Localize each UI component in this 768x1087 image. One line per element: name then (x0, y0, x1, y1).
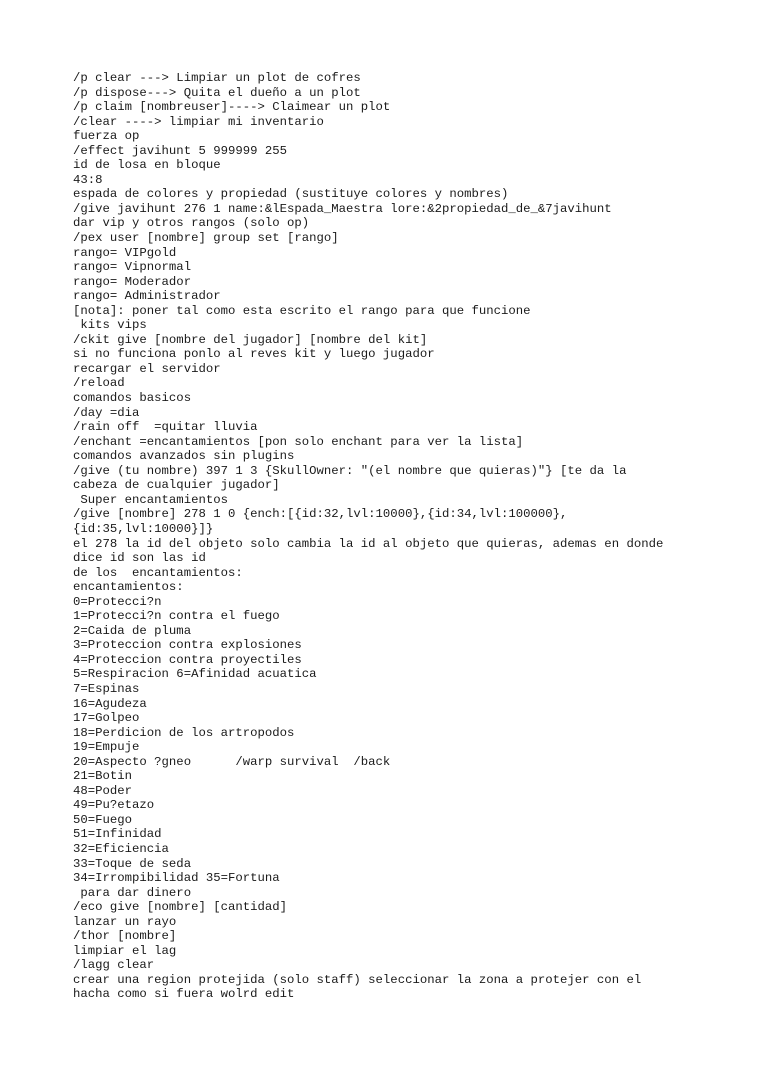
text-line: de los encantamientos: (73, 565, 243, 580)
text-line: /thor [nombre] (73, 929, 177, 944)
text-line: /ckit give [nombre del jugador] [nombre del kit] (73, 332, 428, 347)
text-line: espada de colores y propiedad (sustituye colores y nombres) (73, 187, 509, 202)
text-line: 19=Empuje (73, 740, 140, 755)
text-line: /give (tu nombre) 397 1 3 {SkullOwner: "(el nombre que quieras)"} [te da la (73, 463, 627, 478)
text-line: dice id son las id (73, 551, 206, 566)
text-line: id de losa en bloque (73, 158, 221, 173)
text-line: 51=Infinidad (73, 827, 162, 842)
text-line: cabeza de cualquier jugador] (73, 478, 280, 493)
text-line: 49=Pu?etazo (73, 798, 155, 813)
text-line: 48=Poder (73, 783, 133, 798)
text-line: 33=Toque de seda (73, 856, 192, 871)
text-line: hacha como si fuera wolrd edit (73, 987, 295, 1002)
text-line: 21=Botin (73, 769, 133, 784)
text-line: kits vips (73, 318, 147, 333)
text-line: /give [nombre] 278 1 0 {ench:[{id:32,lvl:10000},{id:34,lvl:100000}, (73, 507, 568, 522)
text-line: para dar dinero (73, 885, 192, 900)
text-line: [nota]: poner tal como esta escrito el rango para que funcione (73, 303, 531, 318)
text-line: /day =dia (73, 405, 140, 420)
text-line: encantamientos: (73, 580, 184, 595)
text-line: 43:8 (73, 172, 103, 187)
text-line: rango= Administrador (73, 289, 221, 304)
text-line: 4=Proteccion contra proyectiles (73, 652, 302, 667)
text-line: /reload (73, 376, 125, 391)
text-line: /effect javihunt 5 999999 255 (73, 143, 288, 158)
text-line: rango= VIPgold (73, 245, 177, 260)
text-line: 16=Agudeza (73, 696, 147, 711)
text-line: /give javihunt 276 1 name:&lEspada_Maestra lore:&2propiedad_de_&7javihunt (73, 201, 612, 216)
text-line: /p claim [nombreuser]----> Claimear un plot (73, 100, 391, 115)
text-line: /p clear ---> Limpiar un plot de cofres (73, 71, 361, 85)
text-line: 7=Espinas (73, 681, 140, 696)
text-line: 3=Proteccion contra explosiones (73, 638, 302, 653)
text-line: comandos avanzados sin plugins (73, 449, 295, 464)
text-line: el 278 la id del objeto solo cambia la id al objeto que quieras, ademas en donde (73, 536, 664, 551)
text-line: 1=Protecci?n contra el fuego (73, 609, 280, 624)
text-line: limpiar el lag (73, 943, 177, 958)
document-text (73, 71, 768, 1002)
text-line: lanzar un rayo (73, 914, 177, 929)
text-line: 5=Respiracion 6=Afinidad acuatica (73, 667, 317, 682)
text-line: fuerza op (73, 129, 140, 144)
text-line: /enchant =encantamientos [pon solo enchant para ver la lista] (73, 434, 524, 449)
text-line: dar vip y otros rangos (solo op) (73, 216, 310, 231)
text-line: 18=Perdicion de los artropodos (73, 725, 295, 740)
text-line: /p dispose---> Quita el dueño a un plot (73, 85, 361, 100)
text-line: /clear ----> limpiar mi inventario (73, 114, 324, 129)
text-line: /pex user [nombre] group set [rango] (73, 231, 339, 246)
text-line: {id:35,lvl:10000}]} (73, 521, 214, 536)
text-line: 50=Fuego (73, 812, 133, 827)
text-line: /lagg clear (73, 958, 155, 973)
text-line: 20=Aspecto ?gneo /warp survival /back (73, 754, 391, 769)
text-line: si no funciona ponlo al reves kit y luego jugador (73, 347, 435, 362)
text-line: comandos basicos (73, 391, 192, 406)
text-line: recargar el servidor (73, 361, 221, 376)
text-line: rango= Moderador (73, 274, 192, 289)
text-line: 17=Golpeo (73, 711, 140, 726)
text-line: Super encantamientos (73, 492, 228, 507)
text-line: 2=Caida de pluma (73, 623, 192, 638)
text-line: crear una region protejida (solo staff) seleccionar la zona a protejer con el (73, 972, 642, 987)
text-line: 0=Protecci?n (73, 594, 162, 609)
text-line: 34=Irrompibilidad 35=Fortuna (73, 871, 280, 886)
text-line: /rain off =quitar lluvia (73, 420, 258, 435)
text-line: /eco give [nombre] [cantidad] (73, 900, 288, 915)
text-line: 32=Eficiencia (73, 841, 169, 856)
text-line: rango= Vipnormal (73, 260, 192, 275)
